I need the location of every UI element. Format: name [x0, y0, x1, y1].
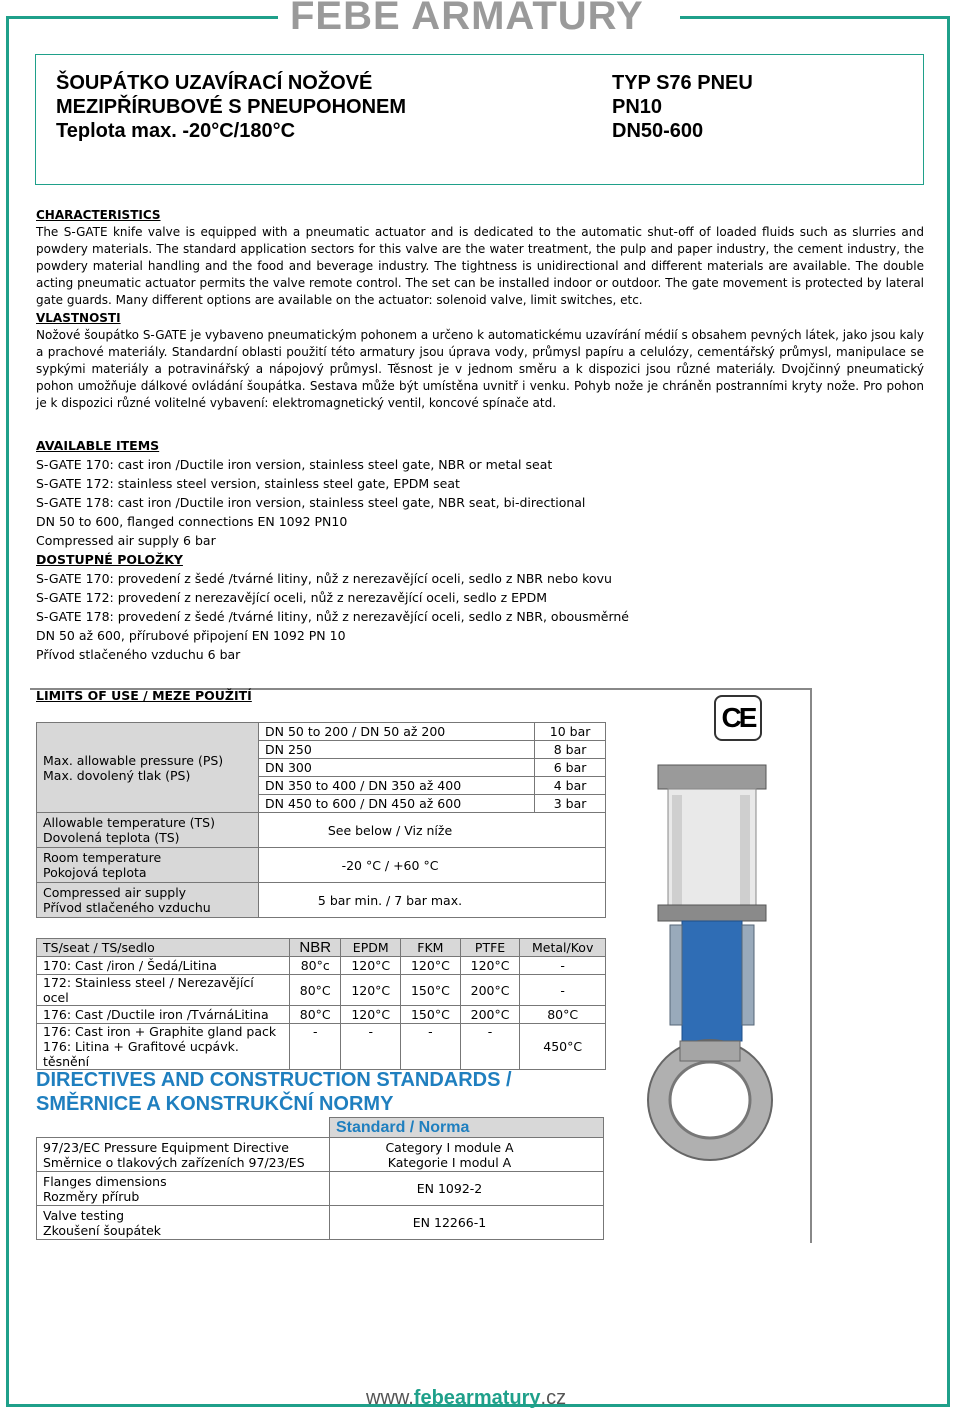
directive-label-en: 97/23/EC Pressure Equipment Directive [43, 1139, 289, 1155]
directives-title-cz: SMĚRNICE A KONSTRUKČNÍ NORMY [36, 1093, 394, 1115]
footer-prefix: www. [366, 1387, 414, 1409]
seat-header: TS/seat / TS/sedlo [37, 939, 290, 957]
directive-value-cz: Kategorie I modul A [387, 1154, 512, 1170]
header-right-line: TYP S76 PNEU [612, 72, 753, 94]
table-cell: 172: Stainless steel / Nerezavějící ocel [37, 975, 290, 1006]
company-logo: FEBE ARMATURY [290, 0, 644, 38]
pressure-label-cz: Max. dovolený tlak (PS) [43, 767, 191, 783]
table-cell: - [460, 1024, 520, 1070]
dn-cell: DN 450 to 600 / DN 450 až 600 [259, 795, 535, 813]
header-left [56, 71, 406, 143]
directive-label-cz: Zkoušení šoupátek [43, 1222, 162, 1238]
table-cell: - [520, 975, 606, 1006]
table-cell: 120°C [341, 1006, 401, 1024]
table-cell: 80°C [290, 1006, 341, 1024]
seat-header: FKM [401, 939, 461, 957]
bar-cell: 3 bar [535, 795, 606, 813]
vlastnosti-title: VLASTNOSTI [36, 311, 121, 325]
room-value: -20 °C / +60 °C [259, 848, 606, 883]
table-cell: 120°C [341, 975, 401, 1006]
table-cell: 80°C [520, 1006, 606, 1024]
table-cell: - [520, 957, 606, 975]
directive-value: EN 12266-1 [330, 1206, 604, 1240]
header-right-line: PN10 [612, 96, 663, 118]
list-item: DN 50 až 600, přírubové připojení EN 1092 PN 10 [36, 628, 346, 643]
table-row [37, 975, 606, 1006]
table-cell: 450°C [520, 1024, 606, 1070]
table-cell: 200°C [460, 1006, 520, 1024]
seat-table [36, 938, 606, 1070]
temp-value: See below / Viz níže [259, 813, 606, 848]
temp-label [37, 813, 259, 848]
directives-header: Standard / Norma [330, 1118, 604, 1138]
characteristics-text: The S-GATE knife valve is equipped with a pneumatic actuator and is dedicated to the automatic shut-off of loaded fluids such as slurries and powdery materials. The standard application sectors for this valve are the water treatment, the pulp and paper industry, the cement industry, the powdery material handling and the food and beverage industry. The tightness is unidirectional and different materials are available. The double acting pneumatic actuator permits the valve remote control. The set can be installed indoor or outdoor. The gate movement is protected by lateral gate guards. Many different options are available on the actuator: solenoid valve, limit switches, etc. [36, 225, 924, 307]
list-item: S-GATE 170: cast iron /Ductile iron version, stainless steel gate, NBR or metal seat [36, 457, 553, 472]
characteristics-section [36, 207, 924, 412]
table-cell: - [290, 1024, 341, 1070]
header-right [612, 71, 753, 143]
table-row [37, 1024, 606, 1070]
temp-label-cz: Dovolená teplota (TS) [43, 830, 180, 845]
header-left-line: ŠOUPÁTKO UZAVÍRACÍ NOŽOVÉ [56, 72, 373, 94]
available-title: AVAILABLE ITEMS [36, 438, 160, 453]
directive-value: EN 1092-2 [330, 1172, 604, 1206]
header-left-line: MEZIPŘÍRUBOVÉ S PNEUPOHONEM [56, 96, 407, 118]
room-label [37, 848, 259, 883]
limits-title: LIMITS OF USE / MEZE POUŽITÍ [36, 688, 252, 703]
bar-cell: 8 bar [535, 741, 606, 759]
header-box [35, 54, 924, 185]
table-row [37, 1206, 604, 1240]
list-item: S-GATE 178: cast iron /Ductile iron version, stainless steel gate, NBR seat, bi-directional [36, 495, 586, 510]
table-cell: - [401, 1024, 461, 1070]
header-right-line: DN50-600 [612, 120, 704, 142]
table-cell: 200°C [460, 975, 520, 1006]
seat-header: Metal/Kov [520, 939, 606, 957]
limits-table [36, 722, 606, 918]
seat-header: EPDM [341, 939, 401, 957]
available-items [36, 436, 629, 664]
dn-cell: DN 250 [259, 741, 535, 759]
table-cell: 176: Cast /Ductile iron /TvárnáLitina [37, 1006, 290, 1024]
bar-cell: 4 bar [535, 777, 606, 795]
directives-title [36, 1068, 512, 1116]
table-cell: 120°C [460, 957, 520, 975]
last-row-label-en: 176: Cast iron + Graphite gland pack [43, 1024, 277, 1039]
temp-label-en: Allowable temperature (TS) [43, 815, 215, 830]
directives-table [36, 1117, 604, 1240]
vlastnosti-text: Nožové šoupátko S-GATE je vybaveno pneumatickým pohonem a určeno k automatickému uzavírání médií s obsahem pevných látek, jako jsou kaly a prachové materiály. Standardní oblasti použití této armatury jsou úprava vody, průmysl papíru a celulózy, cementářský průmysl, manipulace se sypkými materiály a potravinářský a nápojový průmysl. Těsnost je v jednom směru a k dispozici jsou různé materiály. Dvojčinný pneumatický pohon umožňuje dálkové ovládání šoupátka. Sestava může být umístěna uvnitř i venku. Pohyb nože je chráněn postranními kryty nože. Pro pohon je k dispozici různé volitelné vybavení: elektromagnetický ventil, koncové spínače atd. [36, 328, 924, 410]
table-row [37, 1006, 606, 1024]
table-row [37, 1138, 604, 1172]
list-item: S-GATE 170: provedení z šedé /tvárné litiny, nůž z nerezavějící oceli, sedlo z NBR nebo kovu [36, 571, 612, 586]
table-cell: 120°C [341, 957, 401, 975]
room-label-cz: Pokojová teplota [43, 865, 147, 880]
directive-label-en: Valve testing [43, 1207, 125, 1223]
footer-suffix: .cz [540, 1387, 567, 1409]
directive-label [37, 1172, 330, 1206]
air-label-en: Compressed air supply [43, 885, 187, 900]
table-cell: 150°C [401, 975, 461, 1006]
valve-product-image [620, 755, 800, 1185]
table-cell: 80°C [290, 975, 341, 1006]
directive-label [37, 1206, 330, 1240]
directive-label-en: Flanges dimensions [43, 1173, 167, 1189]
header-left-line: Teplota max. -20°C/180°C [56, 120, 296, 142]
last-row-label-cz: 176: Litina + Grafitové ucpávk. těsnění [43, 1039, 239, 1069]
table-cell [37, 1024, 290, 1070]
bar-cell: 10 bar [535, 723, 606, 741]
characteristics-title: CHARACTERISTICS [36, 208, 161, 222]
table-cell: 170: Cast /iron / Šedá/Litina [37, 957, 290, 975]
list-item: S-GATE 172: stainless steel version, stainless steel gate, EPDM seat [36, 476, 460, 491]
dn-cell: DN 350 to 400 / DN 350 až 400 [259, 777, 535, 795]
list-item: DN 50 to 600, flanged connections EN 1092 PN10 [36, 514, 348, 529]
air-label-cz: Přívod stlačeného vzduchu [43, 900, 211, 915]
directive-label [37, 1138, 330, 1172]
directive-label-cz: Rozměry přírub [43, 1188, 140, 1204]
list-item: Compressed air supply 6 bar [36, 533, 216, 548]
dn-cell: DN 50 to 200 / DN 50 až 200 [259, 723, 535, 741]
bar-cell: 6 bar [535, 759, 606, 777]
room-label-en: Room temperature [43, 850, 162, 865]
table-cell: - [341, 1024, 401, 1070]
list-item: S-GATE 172: provedení z nerezavějící oceli, nůž z nerezavějící oceli, sedlo z EPDM [36, 590, 547, 605]
list-item: S-GATE 178: provedení z šedé /tvárné litiny, nůž z nerezavějící oceli, sedlo z NBR, obousměrné [36, 609, 629, 624]
dn-cell: DN 300 [259, 759, 535, 777]
seat-header: NBR [290, 939, 341, 957]
dostupne-title: DOSTUPNÉ POLOŽKY [36, 552, 183, 567]
footer-brand: febearmatury [413, 1387, 541, 1409]
pressure-label [37, 723, 259, 813]
pressure-label-en: Max. allowable pressure (PS) [43, 752, 224, 768]
ce-mark-icon: CE [714, 695, 762, 741]
directives-title-en: DIRECTIVES AND CONSTRUCTION STANDARDS / [36, 1069, 512, 1091]
directive-value-en: Category I module A [385, 1139, 514, 1155]
list-item: Přívod stlačeného vzduchu 6 bar [36, 647, 241, 662]
table-row [37, 957, 606, 975]
table-cell: 120°C [401, 957, 461, 975]
table-cell: 80°c [290, 957, 341, 975]
footer-website[interactable] [366, 1387, 566, 1410]
seat-header: PTFE [460, 939, 520, 957]
air-value: 5 bar min. / 7 bar max. [259, 883, 606, 918]
directive-value [330, 1138, 604, 1172]
table-row [37, 1172, 604, 1206]
directive-label-cz: Směrnice o tlakových zařízeních 97/23/ES [43, 1154, 305, 1170]
table-cell: 150°C [401, 1006, 461, 1024]
air-label [37, 883, 259, 918]
